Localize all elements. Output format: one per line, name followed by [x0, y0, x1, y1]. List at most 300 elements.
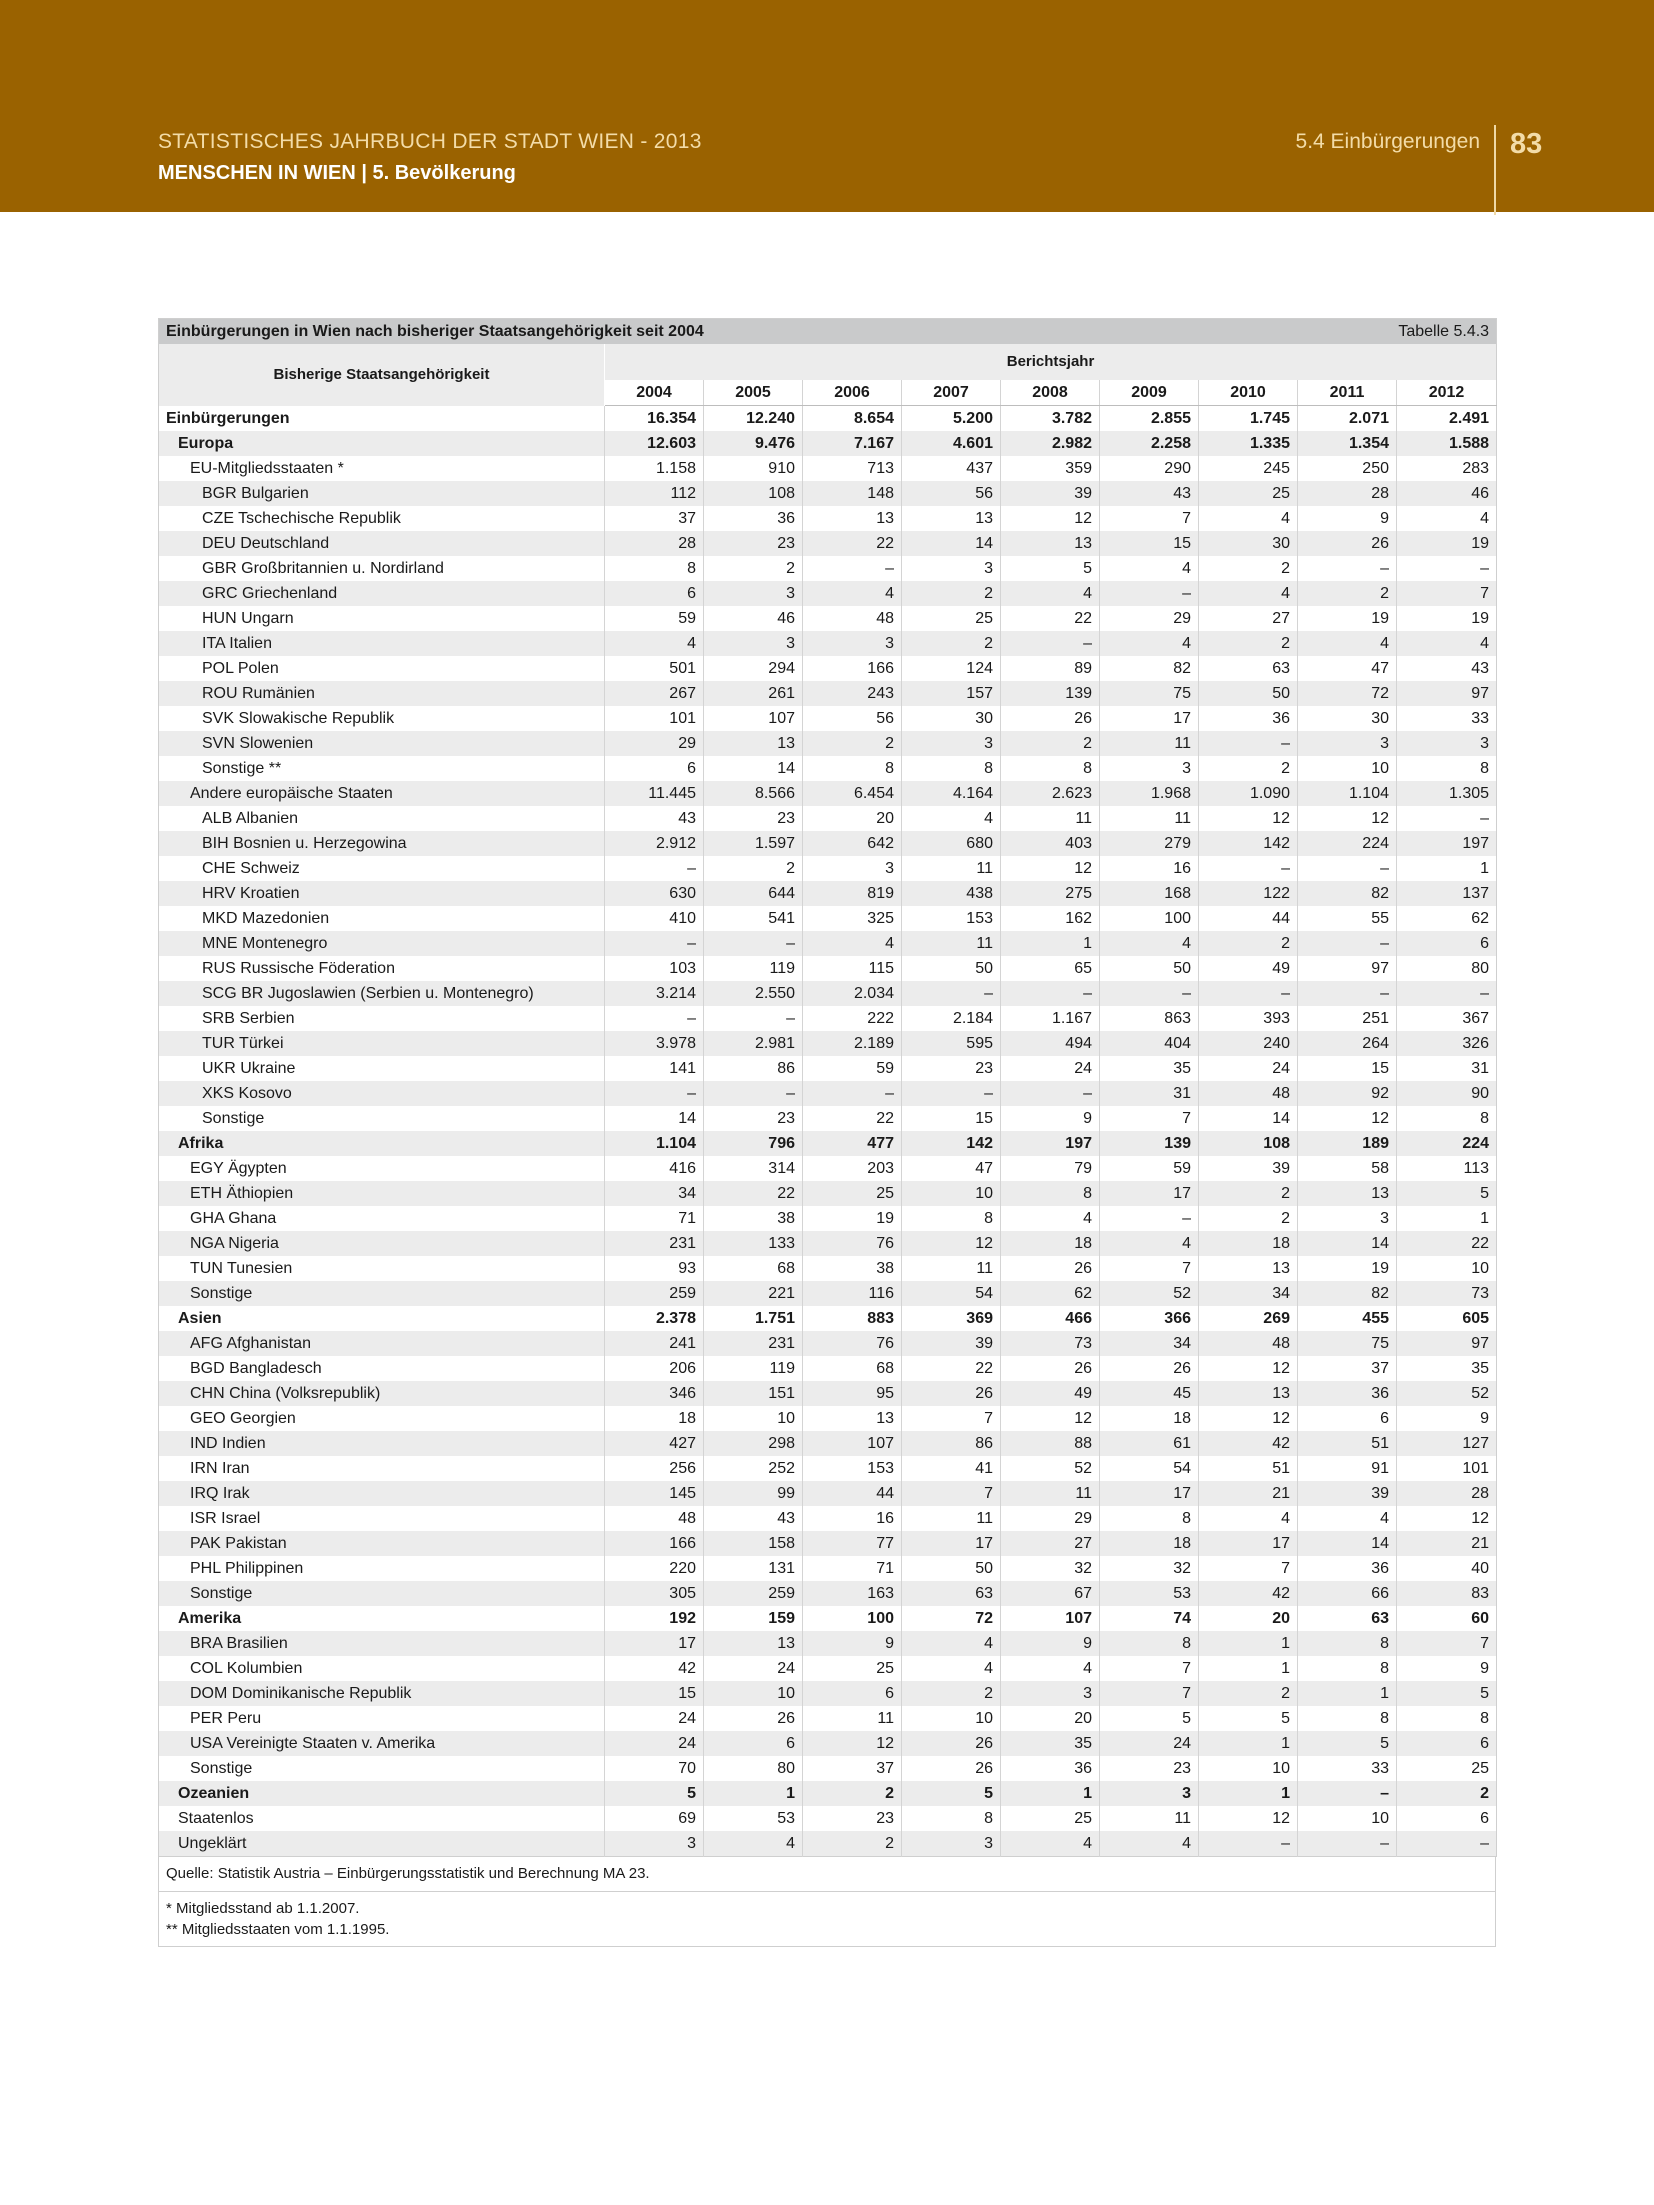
cell-value: 2 — [902, 581, 1001, 606]
cell-value: 8.566 — [704, 781, 803, 806]
cell-value: 1.158 — [605, 456, 704, 481]
cell-value: 2 — [1001, 731, 1100, 756]
row-label: SVN Slowenien — [159, 731, 605, 756]
cell-value: 5.200 — [902, 406, 1001, 432]
row-label: IRN Iran — [159, 1456, 605, 1481]
cell-value: 42 — [1199, 1581, 1298, 1606]
cell-value: – — [1100, 981, 1199, 1006]
cell-value: 17 — [1100, 1481, 1199, 1506]
cell-value: 63 — [1298, 1606, 1397, 1631]
cell-value: 67 — [1001, 1581, 1100, 1606]
cell-value: 122 — [1199, 881, 1298, 906]
cell-value: – — [1298, 931, 1397, 956]
cell-value: 29 — [1100, 606, 1199, 631]
cell-value: 7 — [902, 1481, 1001, 1506]
cell-value: 13 — [902, 506, 1001, 531]
cell-value: 32 — [1100, 1556, 1199, 1581]
cell-value: 8 — [1480, 1710, 1490, 1727]
cell-value: 5 — [1397, 1681, 1497, 1706]
cell-value: 1 — [1001, 931, 1100, 956]
cell-value: 642 — [803, 831, 902, 856]
cell-value: 1.588 — [1397, 431, 1497, 456]
cell-value: 3.782 — [1001, 406, 1100, 432]
cell-value: 24 — [605, 1706, 704, 1731]
cell-value: 30 — [1199, 531, 1298, 556]
cell-value: 17 — [1100, 706, 1199, 731]
cell-value: 107 — [803, 1431, 902, 1456]
cell-value: 88 — [1001, 1431, 1100, 1456]
cell-value: 19 — [1298, 1256, 1397, 1281]
row-label: Europa — [159, 431, 605, 456]
cell-value: 28 — [605, 531, 704, 556]
cell-value: 17 — [1199, 1531, 1298, 1556]
row-label: ISR Israel — [159, 1506, 605, 1531]
cell-value: 151 — [704, 1381, 803, 1406]
cell-value: 44 — [803, 1481, 902, 1506]
table-row — [159, 1006, 1497, 1031]
cell-value: 455 — [1298, 1306, 1397, 1331]
row-label: USA Vereinigte Staaten v. Amerika — [159, 1731, 605, 1756]
cell-value: 13 — [803, 506, 902, 531]
table-row — [159, 481, 1497, 506]
cell-value: 4 — [1397, 631, 1497, 656]
cell-value: 76 — [803, 1231, 902, 1256]
row-label: RUS Russische Föderation — [159, 956, 605, 981]
cell-value: 221 — [704, 1281, 803, 1306]
footnote: ** Mitgliedsstaaten vom 1.1.1995. — [166, 1921, 390, 1938]
cell-value: 326 — [1397, 1031, 1497, 1056]
cell-value: 5 — [902, 1781, 1001, 1806]
cell-value: 466 — [1001, 1306, 1100, 1331]
cell-value: 4 — [605, 631, 704, 656]
cell-value: 314 — [704, 1156, 803, 1181]
cell-value: 9 — [803, 1631, 902, 1656]
table-row — [159, 1406, 1497, 1431]
table-row — [159, 1106, 1497, 1131]
cell-value: 99 — [704, 1481, 803, 1506]
cell-value: 52 — [1100, 1281, 1199, 1306]
cell-value: 4 — [1100, 1831, 1199, 1857]
cell-value: 13 — [1199, 1256, 1298, 1281]
cell-value: 427 — [605, 1431, 704, 1456]
table-row — [159, 1706, 1497, 1731]
cell-value: 11 — [902, 1256, 1001, 1281]
cell-value: 12 — [1471, 1510, 1490, 1527]
table-row — [159, 1781, 1497, 1806]
cell-value: 9.476 — [704, 431, 803, 456]
cell-value: 2 — [1199, 1181, 1298, 1206]
table-row — [159, 1231, 1497, 1256]
table-row — [159, 906, 1497, 931]
cell-value: 25 — [902, 606, 1001, 631]
cell-value: 17 — [902, 1531, 1001, 1556]
cell-value: 369 — [902, 1306, 1001, 1331]
cell-value: 47 — [1298, 656, 1397, 681]
cell-value: 6 — [803, 1681, 902, 1706]
cell-value: 20 — [803, 806, 902, 831]
cell-value: 21 — [1199, 1481, 1298, 1506]
table-row — [159, 531, 1497, 556]
cell-value: 6 — [605, 581, 704, 606]
cell-value: 7 — [1100, 1681, 1199, 1706]
cell-value: 42 — [1199, 1431, 1298, 1456]
cell-value: 56 — [902, 481, 1001, 506]
cell-value: 26 — [1001, 706, 1100, 731]
cell-value: 410 — [605, 906, 704, 931]
cell-value: 1.597 — [704, 831, 803, 856]
cell-value: 46 — [1397, 481, 1497, 506]
cell-value: 86 — [704, 1056, 803, 1081]
row-label: Sonstige — [159, 1756, 605, 1781]
cell-value: 2 — [1199, 1206, 1298, 1231]
cell-value: 7 — [1100, 1656, 1199, 1681]
cell-value: 26 — [1100, 1356, 1199, 1381]
table-row — [159, 931, 1497, 956]
cell-value: 8 — [902, 1206, 1001, 1231]
table-title-row — [159, 319, 1497, 345]
row-label: SVK Slowakische Republik — [159, 706, 605, 731]
cell-value: 139 — [1100, 1131, 1199, 1156]
cell-value: 26 — [902, 1756, 1001, 1781]
cell-value: – — [1397, 1831, 1497, 1857]
cell-value: 2 — [1199, 756, 1298, 781]
cell-value: 13 — [1199, 1381, 1298, 1406]
cell-value: – — [605, 1006, 704, 1031]
cell-value: 49 — [1199, 956, 1298, 981]
table-row — [159, 1256, 1497, 1281]
cell-value: 83 — [1397, 1581, 1497, 1606]
cell-value: 22 — [1397, 1231, 1497, 1256]
cell-value: 50 — [902, 1556, 1001, 1581]
cell-value: 71 — [605, 1206, 704, 1231]
cell-value: 31 — [1471, 1060, 1490, 1077]
cell-value: 12 — [1199, 1406, 1298, 1431]
cell-value: 241 — [605, 1331, 704, 1356]
cell-value: 4 — [1001, 1656, 1100, 1681]
cell-value: 5 — [1199, 1706, 1298, 1731]
table-row — [159, 756, 1497, 781]
cell-value: 3 — [1100, 756, 1199, 781]
cell-value: 13 — [704, 731, 803, 756]
cell-value: 275 — [1001, 881, 1100, 906]
cell-value: 131 — [704, 1556, 803, 1581]
cell-value: 19 — [803, 1206, 902, 1231]
table-row — [159, 1481, 1497, 1506]
cell-value: 76 — [803, 1331, 902, 1356]
year-header: 2004 — [605, 380, 704, 406]
cell-value: 12 — [1298, 806, 1397, 831]
cell-value: 12 — [1199, 806, 1298, 831]
cell-value: 10 — [704, 1406, 803, 1431]
cell-value: 5 — [1100, 1706, 1199, 1731]
table-row — [159, 1206, 1497, 1231]
cell-value: 8 — [1480, 1110, 1490, 1127]
cell-value: 6 — [1298, 1406, 1397, 1431]
cell-value: 46 — [704, 606, 803, 631]
cell-value: 26 — [902, 1731, 1001, 1756]
cell-value: 3.978 — [605, 1031, 704, 1056]
cell-value: 62 — [1471, 910, 1490, 927]
cell-value: 59 — [605, 606, 704, 631]
cell-value: 1.751 — [704, 1306, 803, 1331]
cell-value: 166 — [803, 656, 902, 681]
cell-value: 37 — [803, 1756, 902, 1781]
cell-value: 35 — [1471, 1360, 1490, 1377]
row-label: BGD Bangladesch — [159, 1356, 605, 1381]
cell-value: 45 — [1100, 1381, 1199, 1406]
cell-value: 18 — [1100, 1406, 1199, 1431]
cell-value: 680 — [902, 831, 1001, 856]
cell-value: 33 — [1298, 1756, 1397, 1781]
row-label: CHE Schweiz — [159, 856, 605, 881]
cell-value: 8 — [803, 756, 902, 781]
cell-value: 14 — [704, 756, 803, 781]
cell-value: 26 — [902, 1381, 1001, 1406]
cell-value: 12 — [902, 1231, 1001, 1256]
cell-value: 50 — [1100, 956, 1199, 981]
cell-value: 279 — [1100, 831, 1199, 856]
cell-value: 7.167 — [803, 431, 902, 456]
cell-value: – — [803, 1081, 902, 1106]
year-header: 2011 — [1298, 380, 1397, 406]
cell-value: 11 — [902, 1506, 1001, 1531]
cell-value: 68 — [803, 1356, 902, 1381]
cell-value: 6 — [1397, 1731, 1497, 1756]
cell-value: 33 — [1471, 710, 1490, 727]
cell-value: 153 — [803, 1456, 902, 1481]
cell-value: 80 — [704, 1756, 803, 1781]
cell-value: 3 — [605, 1831, 704, 1857]
table-row — [159, 1181, 1497, 1206]
cell-value: 4.164 — [902, 781, 1001, 806]
table-row — [159, 1056, 1497, 1081]
cell-value: 250 — [1298, 456, 1397, 481]
cell-value: 71 — [803, 1556, 902, 1581]
cell-value: 18 — [1001, 1231, 1100, 1256]
cell-value: – — [902, 981, 1001, 1006]
table-row — [159, 556, 1497, 581]
cell-value: 22 — [704, 1181, 803, 1206]
table-row — [159, 1156, 1497, 1181]
cell-value: 393 — [1199, 1006, 1298, 1031]
row-label: HRV Kroatien — [159, 881, 605, 906]
cell-value: 23 — [704, 1106, 803, 1131]
row-label: Sonstige — [159, 1581, 605, 1606]
cell-value: 60 — [1471, 1610, 1490, 1627]
cell-value: 1.104 — [605, 1131, 704, 1156]
cell-value: 10 — [1298, 1806, 1397, 1831]
cell-value: – — [1298, 556, 1397, 581]
cell-value: 27 — [1199, 606, 1298, 631]
cell-value: 6 — [1397, 931, 1497, 956]
row-label: CZE Tschechische Republik — [159, 506, 605, 531]
table-row — [159, 956, 1497, 981]
cell-value: 103 — [605, 956, 704, 981]
cell-value: 189 — [1298, 1131, 1397, 1156]
table-row — [159, 731, 1497, 756]
cell-value: 52 — [1397, 1381, 1497, 1406]
table-container — [158, 318, 1496, 1947]
cell-value: 3 — [1100, 1781, 1199, 1806]
row-label: CHN China (Volksrepublik) — [159, 1381, 605, 1406]
cell-value: 16.354 — [605, 406, 704, 432]
cell-value: 12 — [1298, 1106, 1397, 1131]
cell-value: 100 — [803, 1606, 902, 1631]
row-label: EU-Mitgliedsstaaten * — [159, 456, 605, 481]
cell-value: 8 — [1480, 760, 1490, 777]
cell-value: 29 — [605, 731, 704, 756]
row-label: GRC Griechenland — [159, 581, 605, 606]
cell-value: 10 — [1199, 1756, 1298, 1781]
cell-value: 4 — [1001, 1831, 1100, 1857]
cell-value: 267 — [605, 681, 704, 706]
cell-value: 12 — [1001, 506, 1100, 531]
cell-value: 3 — [704, 581, 803, 606]
row-label: DOM Dominikanische Republik — [159, 1681, 605, 1706]
cell-value: – — [1298, 1781, 1397, 1806]
row-label: Sonstige ** — [159, 756, 605, 781]
cell-value: 7 — [902, 1406, 1001, 1431]
cell-value: 9 — [1480, 1660, 1490, 1677]
cell-value: 325 — [803, 906, 902, 931]
cell-value: 22 — [1001, 606, 1100, 631]
cell-value: 2 — [803, 1781, 902, 1806]
cell-value: 75 — [1100, 681, 1199, 706]
cell-value: 4 — [1298, 1506, 1397, 1531]
cell-value: 73 — [1001, 1331, 1100, 1356]
cell-value: 80 — [1471, 960, 1490, 977]
footnote: * Mitgliedsstand ab 1.1.2007. — [166, 1900, 360, 1917]
naturalisation-table — [158, 318, 1497, 1857]
cell-value: 43 — [1471, 660, 1490, 677]
cell-value: 72 — [902, 1606, 1001, 1631]
table-row — [159, 806, 1497, 831]
row-label: MNE Montenegro — [159, 931, 605, 956]
cell-value: – — [605, 1081, 704, 1106]
cell-value: 137 — [1397, 881, 1497, 906]
cell-value: 283 — [1462, 460, 1490, 477]
cell-value: 74 — [1100, 1606, 1199, 1631]
cell-value: 3 — [704, 631, 803, 656]
cell-value: 294 — [704, 656, 803, 681]
cell-value: 359 — [1001, 456, 1100, 481]
cell-value: 53 — [704, 1806, 803, 1831]
cell-value: 145 — [605, 1481, 704, 1506]
header-row — [159, 344, 1497, 380]
cell-value: 12.603 — [605, 431, 704, 456]
cell-value: 158 — [704, 1531, 803, 1556]
cell-value: – — [902, 1081, 1001, 1106]
cell-value: 197 — [1001, 1131, 1100, 1156]
row-label: BIH Bosnien u. Herzegowina — [159, 831, 605, 856]
cell-value: 97 — [1397, 1331, 1497, 1356]
cell-value: 713 — [803, 456, 902, 481]
cell-value: 6 — [605, 756, 704, 781]
cell-value: 26 — [1001, 1256, 1100, 1281]
cell-value: 11 — [1100, 1806, 1199, 1831]
cell-value: 68 — [704, 1256, 803, 1281]
cell-value: 11 — [902, 856, 1001, 881]
cell-value: 115 — [803, 956, 902, 981]
cell-value: 86 — [902, 1431, 1001, 1456]
cell-value: 3.214 — [605, 981, 704, 1006]
cell-value: – — [1001, 1081, 1100, 1106]
cell-value: 124 — [902, 656, 1001, 681]
cell-value: – — [704, 931, 803, 956]
cell-value: 9 — [1001, 1106, 1100, 1131]
table-row — [159, 1531, 1497, 1556]
cell-value: 203 — [803, 1156, 902, 1181]
cell-value: – — [605, 931, 704, 956]
cell-value: 93 — [605, 1256, 704, 1281]
cell-value: 438 — [902, 881, 1001, 906]
cell-value: 6 — [704, 1731, 803, 1756]
cell-value: 20 — [1001, 1706, 1100, 1731]
cell-value: 39 — [1199, 1156, 1298, 1181]
table-row — [159, 1506, 1497, 1531]
cell-value: 97 — [1397, 681, 1497, 706]
table-row — [159, 1031, 1497, 1056]
cell-value: 251 — [1298, 1006, 1397, 1031]
row-label: MKD Mazedonien — [159, 906, 605, 931]
cell-value: 2.981 — [704, 1031, 803, 1056]
cell-value: 404 — [1100, 1031, 1199, 1056]
row-label: DEU Deutschland — [159, 531, 605, 556]
cell-value: 36 — [704, 506, 803, 531]
cell-value: 12 — [1199, 1806, 1298, 1831]
cell-value: 23 — [704, 806, 803, 831]
cell-value: 2.623 — [1001, 781, 1100, 806]
cell-value: 8 — [1001, 756, 1100, 781]
row-label: SRB Serbien — [159, 1006, 605, 1031]
table-row — [159, 631, 1497, 656]
cell-value: 7 — [1397, 581, 1497, 606]
row-label: BGR Bulgarien — [159, 481, 605, 506]
cell-value: 39 — [1001, 481, 1100, 506]
cell-value: 477 — [803, 1131, 902, 1156]
year-header: 2010 — [1199, 380, 1298, 406]
cell-value: 15 — [605, 1681, 704, 1706]
row-label: PHL Philippinen — [159, 1556, 605, 1581]
cell-value: 26 — [1001, 1356, 1100, 1381]
cell-value: 43 — [704, 1506, 803, 1531]
row-label: IRQ Irak — [159, 1481, 605, 1506]
cell-value: 108 — [704, 481, 803, 506]
year-header: 2007 — [902, 380, 1001, 406]
cell-value: 10 — [902, 1181, 1001, 1206]
cell-value: – — [1001, 631, 1100, 656]
cell-value: 48 — [1199, 1081, 1298, 1106]
cell-value: 3 — [902, 731, 1001, 756]
cell-value: 56 — [803, 706, 902, 731]
cell-value: 1.167 — [1001, 1006, 1100, 1031]
cell-value: 1.745 — [1199, 406, 1298, 432]
cell-value: 42 — [605, 1656, 704, 1681]
cell-value: 36 — [1298, 1381, 1397, 1406]
cell-value: 100 — [1100, 906, 1199, 931]
cell-value: 2.184 — [902, 1006, 1001, 1031]
cell-value: 252 — [704, 1456, 803, 1481]
cell-value: 4 — [1100, 931, 1199, 956]
cell-value: 3 — [1001, 1681, 1100, 1706]
yearbook-title: STATISTISCHES JAHRBUCH DER STADT WIEN - 2013 — [158, 130, 702, 153]
cell-value: 224 — [1298, 831, 1397, 856]
cell-value: 3 — [1298, 731, 1397, 756]
cell-value: 264 — [1298, 1031, 1397, 1056]
row-label: Ozeanien — [159, 1781, 605, 1806]
cell-value: 8 — [605, 556, 704, 581]
table-row — [159, 1581, 1497, 1606]
